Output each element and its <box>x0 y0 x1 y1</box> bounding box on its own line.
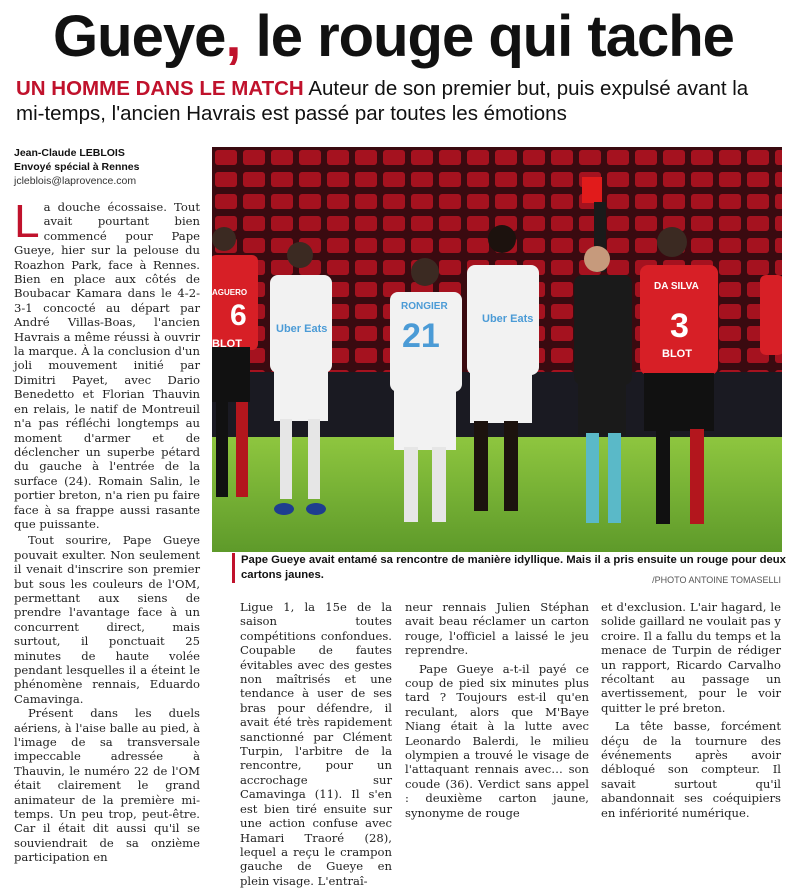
article-paragraph: Présent dans les duels aériens, à l'aise balle au pied, à l'image de sa transversale impeccable adressée à Thauvin, le numéro 22 de l'OM était clairement le grand animateur de la première mi-temps. Un peu trop, peut-être. Car il était dit aussi qu'il se souviendrait de sa onzième participation en <box>14 706 200 865</box>
svg-text:AGUERO: AGUERO <box>212 288 248 297</box>
article-paragraph: La douche écossaise. Tout avait pourtant bien commencé pour Pape Gueye, hier sur la pelouse du Roazhon Park, face à Rennes. Bien en place aux côtés de Boubacar Kamara dans le 4-2-3-1 concocté au départ par André Villas-Boas, l'ancien Havrais a même réussi à ouvrir la marque. À la conclusion d'un joli mouvement initié par Dimitri Payet, avec Dario Benedetto et Florian Thauvin en relais, le natif de Montreuil n'a pas réfléchi longtemps au moment d'armer et de déclencher un superbe pétard du gauche à l'entrée de la surface (24). Romain Salin, le portier breton, n'a rien pu faire face à sa frappe aussi rasante que puissante. <box>14 195 200 531</box>
article-column-2 <box>240 600 392 888</box>
headline-name: Gueye <box>53 4 226 69</box>
drop-cap: L <box>14 195 40 247</box>
article-paragraph: Pape Gueye a-t-il payé ce coup de pied six minutes plus tard ? Toujours est-il qu'en reculant, alors que M'Baye Niang était à la lutte avec Leonardo Balerdi, le milieu olympien a trouvé le visage de l'attaquant rennais avec… son coude (36). Verdict sans appel : deuxième carton jaune, synonyme de rouge <box>405 661 589 820</box>
svg-text:3: 3 <box>670 307 689 345</box>
headline-rest: le rouge qui tache <box>240 4 734 69</box>
article-column-1 <box>14 195 200 865</box>
svg-text:BLOT: BLOT <box>662 348 692 360</box>
headline-comma: , <box>225 4 241 69</box>
article-column-4 <box>601 600 781 820</box>
photo-caption: Pape Gueye avait entamé sa rencontre de manière idyllique. Mais il a pris ensuite un rouge pour deux cartons jaunes. <box>232 553 787 583</box>
svg-text:DA SILVA: DA SILVA <box>654 281 699 292</box>
deck-kicker: UN HOMME DANS LE MATCH <box>16 77 304 100</box>
article-paragraph: et d'exclusion. L'air hagard, le solide gaillard ne voulait pas y croire. Il a fallu du temps et la menace de Turpin de rédiger un rapport, Ricardo Carvalho récoltant au passage un avertissement, pour le voir quitter le pré breton. <box>601 600 781 715</box>
photo-credit: /PHOTO ANTOINE TOMASELLI <box>652 575 781 585</box>
red-card-icon <box>582 177 602 203</box>
svg-text:Uber Eats: Uber Eats <box>482 313 534 325</box>
svg-text:21: 21 <box>402 317 440 355</box>
article-paragraph: neur rennais Julien Stéphan avait beau réclamer un carton rouge, l'officiel a laissé le jeu reprendre. <box>405 600 589 658</box>
match-photo <box>212 147 782 552</box>
svg-text:RONGIER: RONGIER <box>401 301 448 312</box>
byline-email[interactable]: jcleblois@laprovence.com <box>14 175 137 187</box>
article-headline <box>0 2 787 72</box>
article-paragraph: Tout sourire, Pape Gueye pouvait exulter. Non seulement il venait d'inscrire son premier but sous les couleurs de l'OM, permettant aux siens de prendre l'avantage face à un concurrent direct, mais surtout, il ponctuait 25 minutes de haute volée pendant lesquelles il a éteint le phénomène rennais, Eduardo Camavinga. <box>14 533 200 706</box>
byline <box>14 146 204 188</box>
article-column-3 <box>405 600 589 820</box>
article-paragraph: Ligue 1, la 15e de la saison toutes compétitions confondues. Coupable de fautes évitables avec des gestes non maîtrisés et une tendance à user de ses bras pour défendre, il avait été très rapidement sanctionné par Clément Turpin, l'arbitre de la rencontre, pour un accrochage sur Camavinga (11). Il s'en est bien tiré ensuite sur une action confuse avec Hamari Traoré (28), lequel a reçu le crampon gauche de Gueye en plein visage. L'entraî- <box>240 600 392 888</box>
svg-text:6: 6 <box>230 299 247 332</box>
article-paragraph: La tête basse, forcément déçu de la tournure des événements après avoir débloqué son compteur. Il savait surtout qu'il abandonnait ses coéquipiers en infériorité numérique. <box>601 719 781 820</box>
svg-text:Uber Eats: Uber Eats <box>276 323 328 335</box>
byline-role: Envoyé spécial à Rennes <box>14 161 140 173</box>
photo-illustration <box>212 147 782 552</box>
svg-text:BLOT: BLOT <box>212 338 242 350</box>
byline-author: Jean-Claude LEBLOIS <box>14 147 125 159</box>
article-deck <box>16 76 776 126</box>
deck-text: Auteur de son premier but, puis expulsé avant la mi-temps, l'ancien Havrais est passé par toutes les émotions <box>16 77 749 125</box>
